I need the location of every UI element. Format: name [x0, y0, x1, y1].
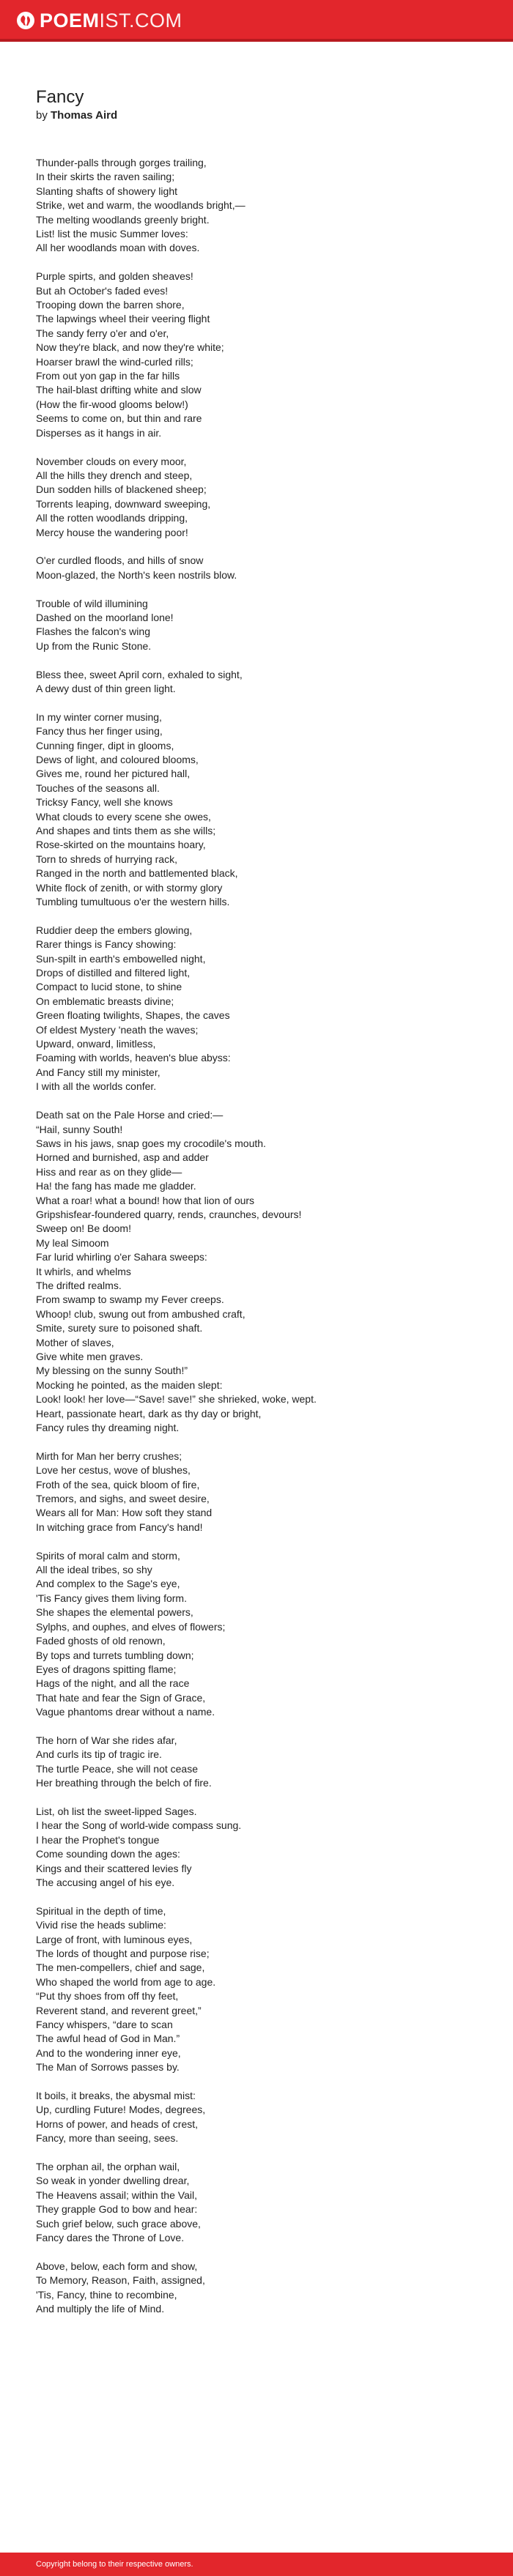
poem-line: “Put thy shoes from off thy feet, [36, 1990, 179, 2002]
poem-line: Trouble of wild illumining [36, 597, 148, 609]
poem-line: Give white men graves. [36, 1351, 144, 1362]
poem-line: Thunder-palls through gorges trailing, [36, 157, 207, 168]
poem-line: Tumbling tumultuous o'er the western hills. [36, 896, 230, 908]
stanza [36, 1904, 476, 2075]
poem-line: They grapple God to bow and hear: [36, 2203, 198, 2216]
poem-line: Upward, onward, limitless, [36, 1038, 156, 1050]
poem-line: And shapes and tints them as she wills; [36, 825, 216, 836]
poem-line: Flashes the falcon's wing [36, 626, 150, 638]
stanza [36, 710, 476, 910]
poem-line: In my winter corner musing, [36, 710, 162, 723]
poem-line: The Heavens assail; within the Vail, [36, 2189, 197, 2201]
poem-line: Horned and burnished, asp and adder [36, 1151, 209, 1164]
poem-line: I hear the Song of world-wide compass sung. [36, 1819, 242, 1832]
poem-line: The men-compellers, chief and sage, [36, 1961, 205, 1974]
poem-line: Whoop! club, swung out from ambushed craft, [36, 1307, 246, 1320]
stanza [36, 924, 476, 1094]
poem-line: Strike, wet and warm, the woodlands bright,— [36, 199, 246, 212]
poem-line: My blessing on the sunny South!” [36, 1365, 188, 1377]
poem-line: In their skirts the raven sailing; [36, 171, 175, 183]
poem-line: Reverent stand, and reverent greet,” [36, 2004, 202, 2016]
poem-line: To Memory, Reason, Faith, assigned, [36, 2274, 205, 2287]
poem-line: The melting woodlands greenly bright. [36, 213, 210, 226]
stanza [36, 2089, 476, 2146]
poem-line: 'Tis Fancy gives them living form. [36, 1592, 187, 1604]
poem-line: The turtle Peace, she will not cease [36, 1762, 199, 1775]
stanza [36, 1549, 476, 1720]
poem-line: The accusing angel of his eye. [36, 1876, 175, 1888]
poem-line: Bless thee, sweet April corn, exhaled to sight, [36, 668, 243, 680]
poem-line: Come sounding down the ages: [36, 1848, 180, 1860]
poem-line: The lapwings wheel their veering flight [36, 313, 210, 325]
poem-line: And multiply the life of Mind. [36, 2303, 165, 2315]
site-logo-link[interactable] [16, 10, 182, 31]
poem-container [36, 86, 476, 2331]
poem-line: In witching grace from Fancy's hand! [36, 1521, 203, 1533]
poem-line: Mocking he pointed, as the maiden slept: [36, 1378, 223, 1391]
poem-line: Faded ghosts of old renown, [36, 1635, 166, 1647]
poem-line: November clouds on every moor, [36, 455, 187, 467]
poem-line: Vivid rise the heads sublime: [36, 1919, 166, 1931]
poem-line: By tops and turrets tumbling down; [36, 1649, 194, 1661]
poem-line: I hear the Prophet's tongue [36, 1833, 160, 1846]
poem-line: Smite, surety sure to poisoned shaft. [36, 1322, 203, 1335]
poem-line: So weak in yonder dwelling drear, [36, 2175, 190, 2187]
poem-line: The sandy ferry o'er and o'er, [36, 327, 169, 339]
poem-line: My leal Simoom [36, 1236, 109, 1249]
poem-line: Disperses as it hangs in air. [36, 426, 162, 439]
poem-line: Hiss and rear as on they glide— [36, 1165, 182, 1178]
poem-line: White flock of zenith, or with stormy glory [36, 881, 223, 894]
poem-line: Fancy thus her finger using, [36, 725, 163, 738]
poem-line: The awful head of God in Man.” [36, 2033, 180, 2045]
poem-line: 'Tis, Fancy, thine to recombine, [36, 2288, 177, 2301]
brand-name [40, 10, 182, 31]
poem-line: Touches of the seasons all. [36, 782, 160, 794]
poem-line: Kings and their scattered levies fly [36, 1862, 192, 1874]
poem-line: Dashed on the moorland lone! [36, 611, 174, 623]
poem-line: Seems to come on, but thin and rare [36, 412, 202, 425]
poem-line: List! list the music Summer loves: [36, 228, 188, 240]
poem-line: Now they're black, and now they're white; [36, 341, 224, 354]
poem-line: Up, curdling Future! Modes, degrees, [36, 2104, 206, 2116]
poem-line: Death sat on the Pale Horse and cried:— [36, 1109, 224, 1121]
stanza [36, 156, 476, 256]
author-link[interactable]: Thomas Aird [51, 109, 118, 122]
stanza [36, 2160, 476, 2245]
poem-line: She shapes the elemental powers, [36, 1606, 193, 1619]
brand-light: IST.COM [99, 10, 182, 31]
poem-line: Spirits of moral calm and storm, [36, 1549, 180, 1562]
poem-line: It whirls, and whelms [36, 1265, 131, 1277]
poem-line: That hate and fear the Sign of Grace, [36, 1691, 206, 1704]
poem-line: Fancy whispers, “dare to scan [36, 2019, 173, 2031]
poem-line: From out yon gap in the far hills [36, 370, 180, 382]
poem-line: And curls its tip of tragic ire. [36, 1748, 162, 1761]
poem-line: Mercy house the wandering poor! [36, 526, 188, 538]
poem-line: Moon-glazed, the North's keen nostrils blow. [36, 568, 237, 581]
poem-line: Fancy, more than seeing, sees. [36, 2132, 179, 2145]
poem-line: Vague phantoms drear without a name. [36, 1706, 215, 1718]
poem-line: Her breathing through the belch of fire. [36, 1777, 212, 1789]
poem-line: Look! look! her love—“Save! save!” she shrieked, woke, wept. [36, 1393, 317, 1406]
poem-title: Fancy [36, 87, 84, 107]
stanza [36, 1805, 476, 1890]
poem-line: Rose-skirted on the mountains hoary, [36, 839, 206, 851]
stanza [36, 1450, 476, 1534]
stanza [36, 554, 476, 582]
poem-line: A dewy dust of thin green light. [36, 682, 176, 694]
poem-line: Fancy rules thy dreaming night. [36, 1422, 180, 1434]
poem-line: Gripshisfear-foundered quarry, rends, craunches, devours! [36, 1208, 302, 1220]
poem-line: Saws in his jaws, snap goes my crocodile's mouth. [36, 1137, 266, 1149]
site-header [0, 0, 513, 42]
poem-line: Hoarser brawl the wind-curled rills; [36, 355, 193, 368]
poem-line: Heart, passionate heart, dark as thy day or bright, [36, 1407, 262, 1419]
poem-body [36, 156, 476, 2317]
poem-line: Torn to shreds of hurrying rack, [36, 853, 177, 865]
poem-line: The hail-blast drifting white and slow [36, 384, 202, 396]
poem-line: Drops of distilled and filtered light, [36, 967, 191, 979]
stanza [36, 1734, 476, 1791]
stanza [36, 2260, 476, 2317]
poem-line: Sylphs, and ouphes, and elves of flowers; [36, 1620, 226, 1633]
stanza [36, 455, 476, 540]
poem-line: Green floating twilights, Shapes, the caves [36, 1009, 230, 1022]
poem-line: Mirth for Man her berry crushes; [36, 1450, 182, 1462]
poem-line: Purple spirts, and golden sheaves! [36, 270, 193, 283]
stanza [36, 1108, 476, 1435]
poem-line: List, oh list the sweet-lipped Sages. [36, 1805, 197, 1817]
poem-line: Above, below, each form and show, [36, 2260, 198, 2272]
poem-line: And Fancy still my minister, [36, 1066, 160, 1078]
poem-line: The orphan ail, the orphan wail, [36, 2161, 180, 2173]
poem-line: Ha! the fang has made me gladder. [36, 1180, 196, 1192]
poem-byline [36, 108, 476, 122]
stanza [36, 668, 476, 697]
poem-line: All her woodlands moan with doves. [36, 242, 200, 254]
poem-line: Mother of slaves, [36, 1336, 114, 1348]
stanza [36, 270, 476, 440]
poem-line: Such grief below, such grace above, [36, 2217, 201, 2230]
poem-line: Foaming with worlds, heaven's blue abyss: [36, 1052, 231, 1064]
poem-line: Dun sodden hills of blackened sheep; [36, 483, 207, 496]
poem-line: Torrents leaping, downward sweeping, [36, 497, 211, 510]
poem-line: Trooping down the barren shore, [36, 299, 185, 311]
poem-line: “Hail, sunny South! [36, 1123, 123, 1135]
poem-line: Of eldest Mystery 'neath the waves; [36, 1023, 199, 1036]
poem-line: On emblematic breasts divine; [36, 995, 174, 1007]
poem-line: Ranged in the north and battlemented black, [36, 867, 238, 880]
poem-line: Who shaped the world from age to age. [36, 1975, 216, 1988]
poem-line: Sweep on! Be doom! [36, 1222, 131, 1235]
poem-line: Ruddier deep the embers glowing, [36, 924, 193, 936]
poem-line: Gives me, round her pictured hall, [36, 768, 191, 780]
poem-line: What clouds to every scene she owes, [36, 810, 211, 823]
poem-line: Eyes of dragons spitting flame; [36, 1663, 177, 1675]
poem-line: Rarer things is Fancy showing: [36, 938, 177, 951]
poem-line: Love her cestus, wove of blushes, [36, 1464, 191, 1477]
poem-line: What a roar! what a bound! how that lion of ours [36, 1194, 255, 1206]
stanza [36, 597, 476, 654]
poem-line: Compact to lucid stone, to shine [36, 981, 182, 993]
brand-bold: POEM [40, 10, 100, 31]
poem-line: And complex to the Sage's eye, [36, 1578, 180, 1590]
poem-line: Sun-spilt in earth's embowelled night, [36, 952, 206, 965]
poem-line: The lords of thought and purpose rise; [36, 1947, 210, 1959]
poem-line: All the rotten woodlands dripping, [36, 512, 188, 524]
poem-line: And to the wondering inner eye, [36, 2046, 181, 2059]
poemist-logo-icon [16, 11, 35, 30]
site-footer [0, 2553, 513, 2576]
poem-line: Tricksy Fancy, well she knows [36, 796, 173, 809]
poem-line: The drifted realms. [36, 1279, 122, 1291]
poem-line: Up from the Runic Stone. [36, 639, 152, 652]
poem-line: Spiritual in the depth of time, [36, 1904, 166, 1917]
poem-line: Cunning finger, dipt in glooms, [36, 739, 174, 751]
poem-line: (How the fir-wood glooms below!) [36, 398, 188, 410]
poem-line: It boils, it breaks, the abysmal mist: [36, 2090, 196, 2102]
poem-line: From swamp to swamp my Fever creeps. [36, 1293, 224, 1306]
poem-line: I with all the worlds confer. [36, 1080, 157, 1093]
poem-line: The horn of War she rides afar, [36, 1734, 177, 1746]
poem-line: Dews of light, and coloured blooms, [36, 753, 199, 765]
poem-line: Wears all for Man: How soft they stand [36, 1507, 213, 1519]
poem-line: Tremors, and sighs, and sweet desire, [36, 1493, 210, 1505]
poem-line: Fancy dares the Throne of Love. [36, 2232, 185, 2244]
poem-line: O'er curdled floods, and hills of snow [36, 554, 204, 567]
poem-line: Horns of power, and heads of crest, [36, 2117, 199, 2130]
poem-line: Hags of the night, and all the race [36, 1677, 190, 1690]
poem-line: Slanting shafts of showery light [36, 185, 177, 197]
byline-prefix: by [36, 109, 48, 122]
poem-line: All the hills they drench and steep, [36, 469, 193, 481]
poem-line: Large of front, with luminous eyes, [36, 1933, 193, 1945]
poem-line: All the ideal tribes, so shy [36, 1564, 152, 1576]
poem-line: But ah October's faded eves! [36, 284, 169, 297]
poem-line: Far lurid whirling o'er Sahara sweeps: [36, 1251, 207, 1263]
poem-line: The Man of Sorrows passes by. [36, 2061, 180, 2074]
poem-line: Froth of the sea, quick bloom of fire, [36, 1478, 200, 1491]
copyright-text: Copyright belong to their respective owners. [36, 2560, 193, 2569]
